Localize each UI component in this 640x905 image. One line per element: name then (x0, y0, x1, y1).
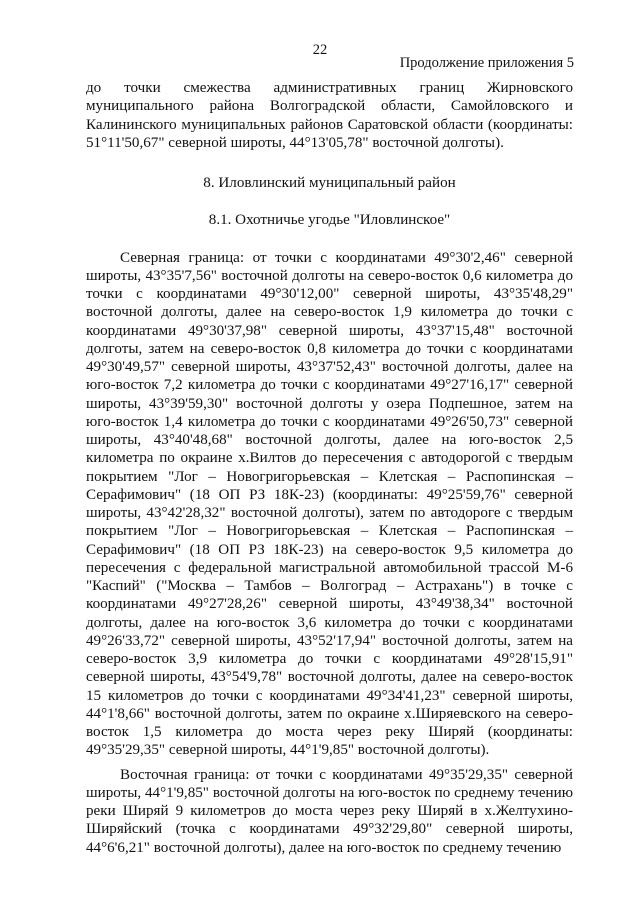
intro-paragraph: до точки смежества административных границ Жирновского муниципального района Волгоградской области, Самойловского и Калининского муниципальных районов Саратовской области (координаты: 51°11'50,67" северной широты, 44°13'05,78" восточной долготы). (86, 80, 573, 151)
subsection-heading: 8.1. Охотничье угодье "Иловлинское" (208, 212, 451, 229)
north-border-paragraph: Северная граница: от точки с координатами 49°30'2,46" северной широты, 43°35'7,56" восточной долготы на северо-восток 0,6 километра до точки с координатами 49°30'12,00" северной широты, 43°35'48,29" восточной долготы, далее на северо-восток 1,9 километра до точки с координатами 49°30'37,98" северной широты, 43°37'15,48" восточной долготы, затем на северо-восток 0,8 километра до точки с координатами 49°30'49,57" северной широты, 43°37'52,43" восточной долготы, далее на юго-восток 7,2 километра до точки с координатами 49°27'16,17" северной широты, 43°39'59,30" восточной долготы у озера Подпешное, затем на юго-восток 1,4 километра до точки с координатами 49°26'50,73" северной широты, 43°40'48,68" восточной долготы, далее на юго-восток 2,5 километра по окраине х.Вилтов до пересечения с автодорогой с твердым покрытием "Лог – Новогригорьевская – Клетская – Распопинская – Серафимович" (18 ОП РЗ 18К-23) (координаты: 49°25'59,76" северной широты, 43°42'28,32" восточной долготы), затем по автодороге с твердым покрытием "Лог – Новогригорьевская – Клетская – Распопинская – Серафимович" (18 ОП РЗ 18К-23) на северо-восток 9,5 километра до пересечения с федеральной магистральной автомобильной трассой М-6 "Каспий" ("Москва – Тамбов – Волгоград – Астрахань") в точке с координатами 49°27'28,26" северной широты, 43°49'38,34" восточной долготы, далее на юго-восток 3,6 километра до точки с координатами 49°26'33,72" северной широты, 43°52'17,94" восточной долготы, затем на северо-восток 3,9 километра до точки с координатами 49°28'15,91" северной широты, 43°54'9,78" восточной долготы, далее на северо-восток 15 километров до точки с координатами 49°34'41,23" северной широты, 44°1'8,66" восточной долготы, затем по окраине х.Ширяевского на северо-восток 1,5 километра до моста через реку Ширяй (координаты: 49°35'29,35" северной широты, 44°1'9,85" восточной долготы). (86, 249, 573, 759)
east-border-paragraph: Восточная граница: от точки с координатами 49°35'29,35" северной широты, 44°1'9,85" восточной долготы на юго-восток по среднему течению реки Ширяй 9 километров до моста через реку Ширяй в х.Желтухино-Ширяйский (точка с координатами 49°32'29,80" северной широты, 44°6'6,21" восточной долготы), далее на юго-восток по среднему течению (86, 766, 573, 856)
page-number: 22 (312, 42, 328, 58)
section-heading: 8. Иловлинский муниципальный район (203, 175, 456, 191)
document-body (86, 79, 573, 857)
appendix-continuation-note: Продолжение приложения 5 (399, 55, 574, 71)
